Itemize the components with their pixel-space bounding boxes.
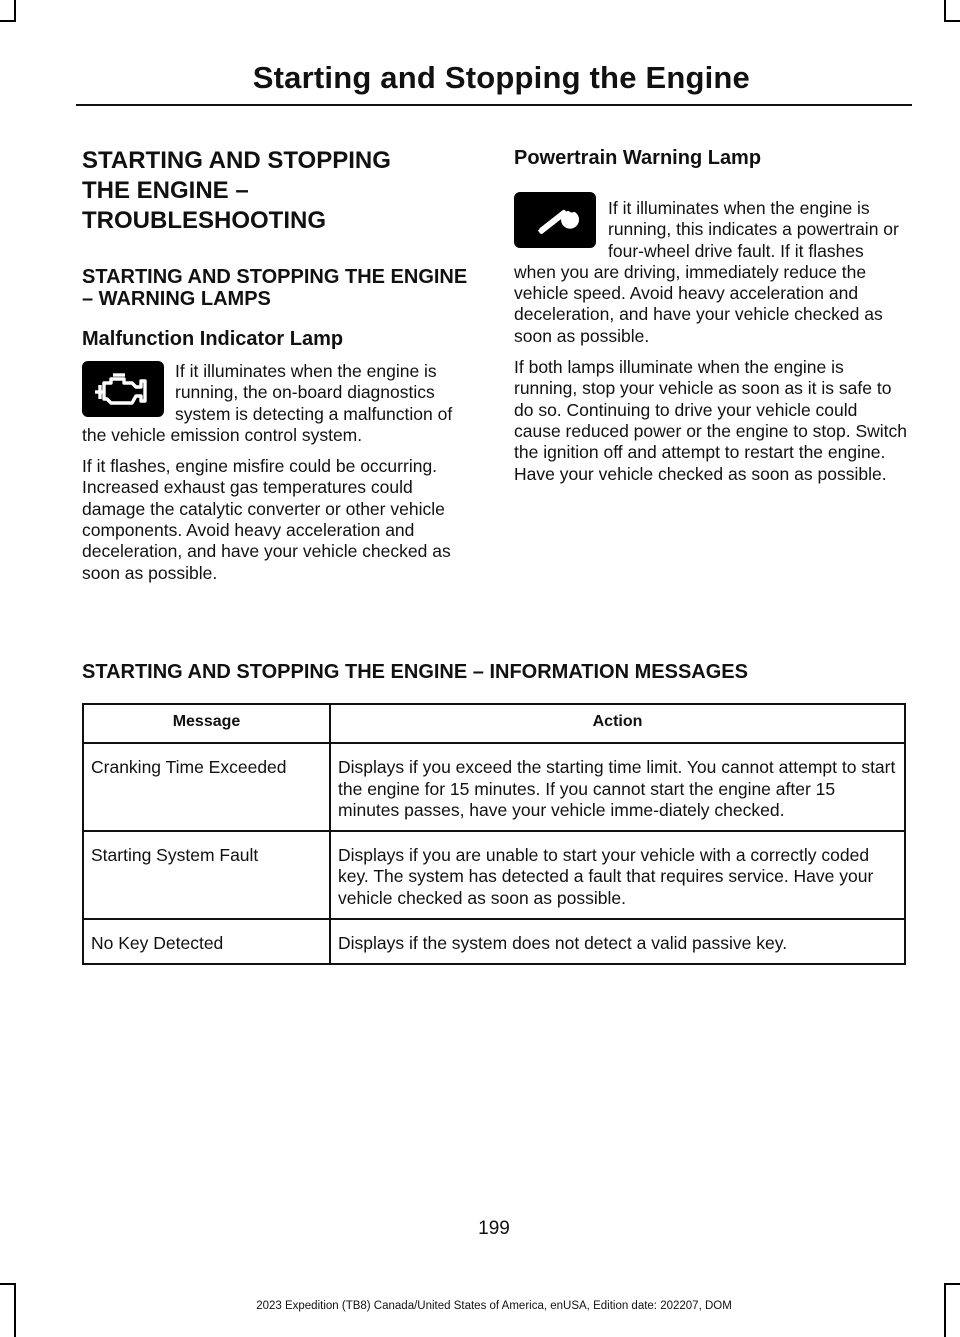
info-messages-table <box>82 703 906 965</box>
footer-edition-info: 2023 Expedition (TB8) Canada/United States of America, enUSA, Edition date: 202207, DOM <box>256 1300 732 1312</box>
info-messages-title: STARTING AND STOPPING THE ENGINE – INFORMATION MESSAGES <box>82 661 748 683</box>
section-title <box>82 146 475 236</box>
crop-mark <box>944 20 960 22</box>
crop-mark <box>0 1283 16 1285</box>
right-column <box>514 146 908 485</box>
engine-check-icon <box>82 361 164 417</box>
message-cell: Starting System Fault <box>83 831 330 919</box>
section-title-line: STARTING AND STOPPING <box>82 147 391 174</box>
section-title-line: TROUBLESHOOTING <box>82 207 326 234</box>
table-row <box>83 743 905 831</box>
section-title-line: THE ENGINE – <box>82 177 249 204</box>
powertrain-description: If it illuminates when the engine is running, this indicates a powertrain or four-wheel drive fault. If it flashes when you are driving, immediately reduce the vehicle speed. Avoid heavy acceleration and deceleration, and have your vehicle checked as soon as possible. <box>514 198 899 346</box>
crop-mark <box>944 1283 960 1285</box>
mil-heading: Malfunction Indicator Lamp <box>82 328 344 350</box>
page-header-title: Starting and Stopping the Engine <box>252 60 750 95</box>
column-header-action: Action <box>330 704 905 743</box>
table-header-row <box>83 704 905 743</box>
crop-mark <box>14 0 16 22</box>
wrench-icon <box>514 192 596 248</box>
crop-mark <box>0 20 16 22</box>
action-cell: Displays if you exceed the starting time limit. You cannot attempt to start the engine for 15 minutes. If you cannot start the engine after 15 minutes passes, have your vehicle imme-diately checked. <box>330 743 905 831</box>
message-cell: Cranking Time Exceeded <box>83 743 330 831</box>
action-cell: Displays if you are unable to start your vehicle with a correctly coded key. The system has detected a fault that requires service. Have your vehicle checked as soon as possible. <box>330 831 905 919</box>
page-number: 199 <box>478 1218 510 1239</box>
table-row <box>83 919 905 964</box>
left-column <box>82 146 475 584</box>
both-lamps-description: If both lamps illuminate when the engine is running, stop your vehicle as soon as it is safe to do so. Continuing to drive your vehicle could cause reduced power or the engine to stop. Switch the ignition off and attempt to restart the engine. Have your vehicle checked as soon as possible. <box>514 357 908 484</box>
crop-mark <box>944 0 946 22</box>
mil-flash-description: If it flashes, engine misfire could be occurring. Increased exhaust gas temperatures could damage the catalytic converter or other vehicle components. Avoid heavy acceleration and deceleration, and have your vehicle checked as soon as possible. <box>82 456 451 583</box>
mil-description: If it illuminates when the engine is running, the on-board diagnostics system is detecting a malfunction of the vehicle emission control system. <box>82 361 453 445</box>
powertrain-heading: Powertrain Warning Lamp <box>514 147 762 169</box>
header-rule <box>76 104 912 106</box>
action-cell: Displays if the system does not detect a valid passive key. <box>330 919 905 964</box>
column-header-message: Message <box>83 704 330 743</box>
table-row <box>83 831 905 919</box>
message-cell: No Key Detected <box>83 919 330 964</box>
subsection-title: STARTING AND STOPPING THE ENGINE – WARNING LAMPS <box>82 266 468 310</box>
